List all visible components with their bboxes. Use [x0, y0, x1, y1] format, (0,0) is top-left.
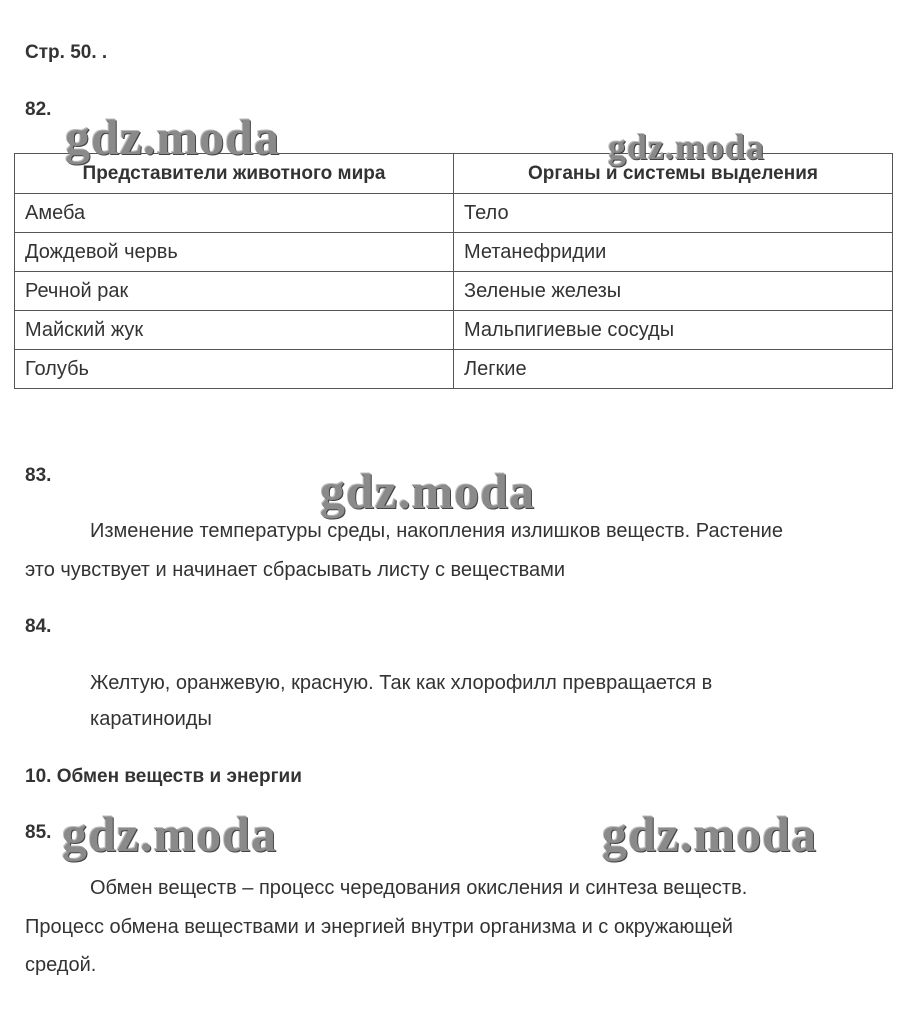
watermark-logo: gdz.moda — [320, 463, 535, 519]
task-83-line-1: Изменение температуры среды, накопления излишков веществ. Растение — [90, 520, 783, 542]
task-85-number: 85. — [25, 822, 52, 843]
table-cell-animal: Амеба — [15, 194, 454, 233]
table-cell-animal: Голубь — [15, 350, 454, 389]
table-cell-organ: Мальпигиевые сосуды — [454, 311, 893, 350]
table-row — [15, 233, 893, 272]
watermark-logo: gdz.moda — [602, 806, 817, 862]
table-header-row — [15, 154, 893, 194]
table-cell-animal: Дождевой червь — [15, 233, 454, 272]
table-cell-animal: Речной рак — [15, 272, 454, 311]
task-83-number: 83. — [25, 465, 52, 486]
table-row — [15, 272, 893, 311]
page-reference: Стр. 50. . — [25, 42, 108, 63]
table-cell-organ: Тело — [454, 194, 893, 233]
task-84-line-1: Желтую, оранжевую, красную. Так как хлорофилл превращается в — [90, 672, 713, 694]
task-85-line-3: средой. — [25, 954, 97, 976]
task-85-line-2: Процесс обмена веществами и энергией внутри организма и с окружающей — [25, 916, 733, 938]
table-cell-organ: Метанефридии — [454, 233, 893, 272]
table-header-animals: Представители животного мира — [15, 154, 454, 194]
watermark-logo: gdz.moda — [65, 109, 280, 165]
task-82-number: 82. — [25, 99, 52, 120]
task-85-line-1: Обмен веществ – процесс чередования окисления и синтеза веществ. — [90, 877, 748, 899]
table-row — [15, 350, 893, 389]
table-cell-organ: Легкие — [454, 350, 893, 389]
watermark-logo: gdz.moda — [62, 806, 277, 862]
task-83-line-2: это чувствует и начинает сбрасывать листу с веществами — [25, 559, 566, 581]
task-84-number: 84. — [25, 616, 52, 637]
watermark-logo: gdz.moda — [608, 127, 766, 167]
table-row — [15, 194, 893, 233]
table-cell-organ: Зеленые железы — [454, 272, 893, 311]
section-title: 10. Обмен веществ и энергии — [25, 766, 302, 787]
table-row — [15, 311, 893, 350]
task-84-line-2: каратиноиды — [90, 708, 212, 730]
table-header-organs: Органы и системы выделения — [454, 154, 893, 194]
excretion-table — [14, 153, 893, 389]
table-cell-animal: Майский жук — [15, 311, 454, 350]
